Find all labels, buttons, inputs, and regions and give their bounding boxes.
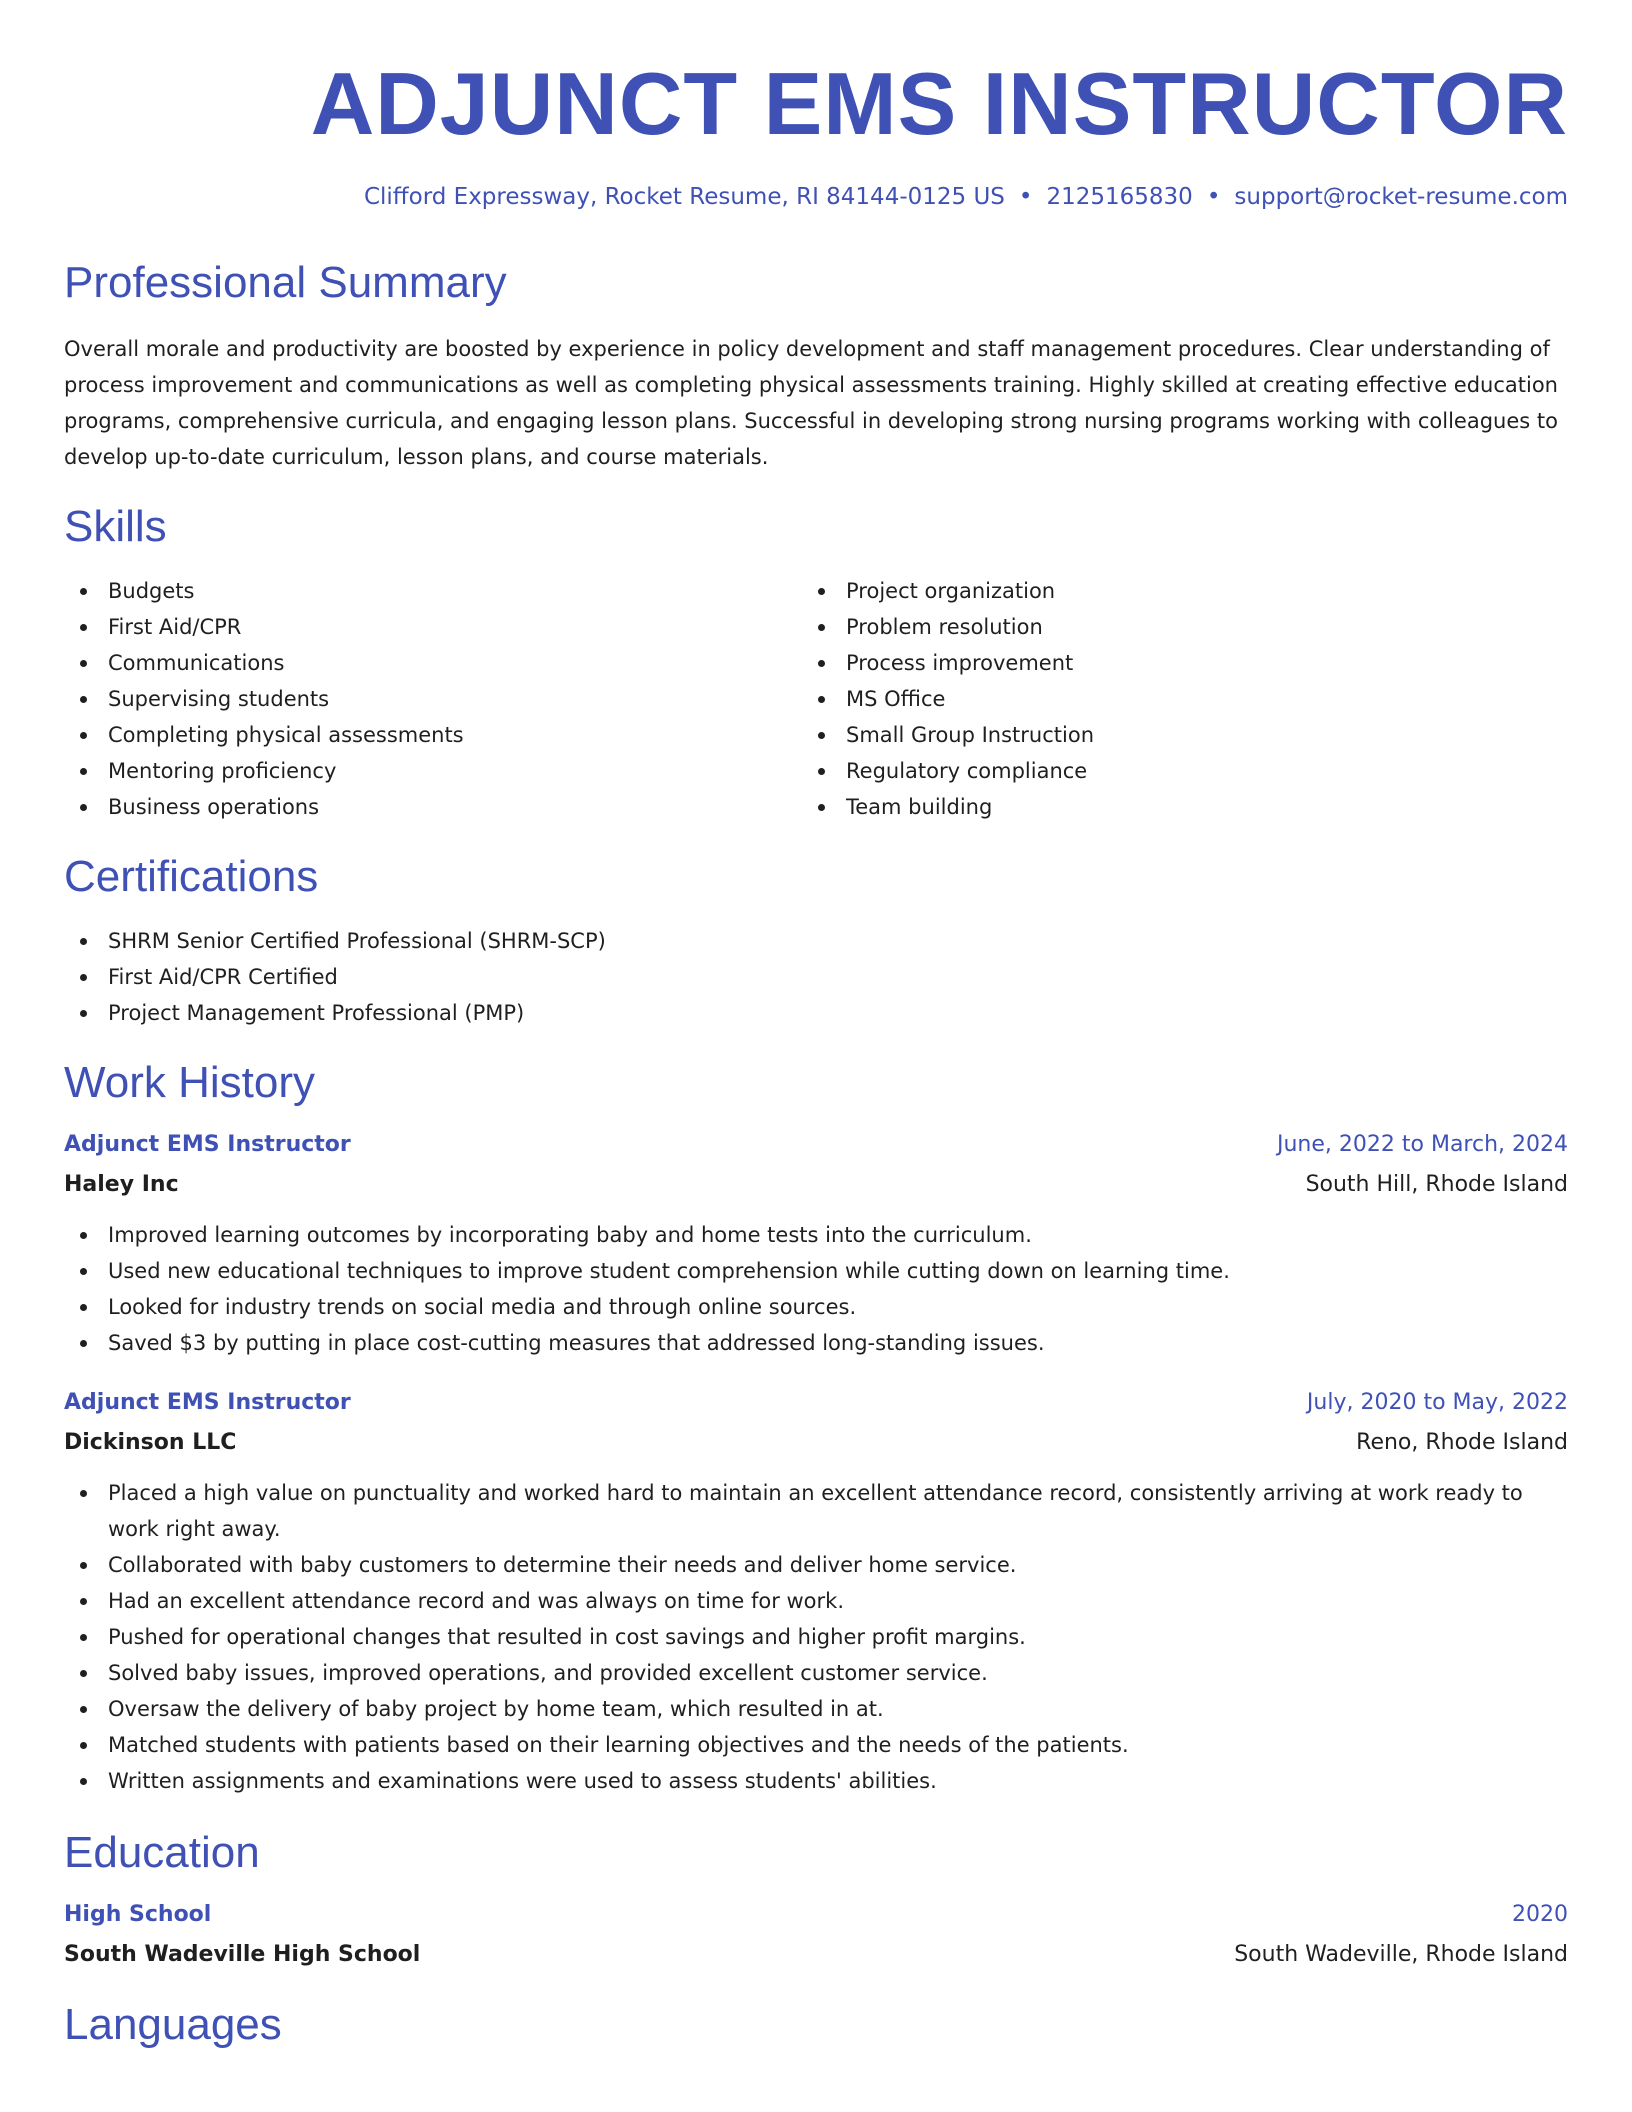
skill-item: Mentoring proficiency	[64, 753, 802, 789]
job-bullet: Oversaw the delivery of baby project by home team, which resulted in at.	[64, 1691, 1568, 1727]
skills-heading: Skills	[64, 502, 167, 551]
job-bullet: Placed a high value on punctuality and worked hard to maintain an excellent attendance record, consistently arriving at work ready to work right away.	[64, 1475, 1568, 1547]
education-school: South Wadeville High School	[64, 1942, 421, 1967]
job-bullet: Used new educational techniques to improve student comprehension while cutting down on learning time.	[64, 1253, 1568, 1289]
resume-title: ADJUNCT EMS INSTRUCTOR	[310, 54, 1568, 153]
education-location: South Wadeville, Rhode Island	[1234, 1942, 1568, 1967]
contact-address: Clifford Expressway, Rocket Resume, RI 84144-0125 US	[363, 184, 1005, 210]
job-company-row	[64, 1165, 1568, 1205]
education-heading: Education	[64, 1828, 260, 1877]
skill-item: First Aid/CPR	[64, 609, 802, 645]
job-company: Dickinson LLC	[64, 1430, 237, 1455]
skill-item: MS Office	[802, 681, 1540, 717]
job-company-row	[64, 1423, 1568, 1463]
job-company: Haley Inc	[64, 1172, 179, 1197]
skill-item: Project organization	[802, 573, 1540, 609]
job-bullet: Solved baby issues, improved operations, and provided excellent customer service.	[64, 1655, 1568, 1691]
job-entry	[64, 1125, 1568, 1361]
contact-email[interactable]: support@rocket-resume.com	[1234, 184, 1568, 210]
job-bullet: Saved $3 by putting in place cost-cutting measures that addressed long-standing issues.	[64, 1325, 1568, 1361]
certifications-section	[64, 852, 1568, 1031]
skill-item: Supervising students	[64, 681, 802, 717]
work-history-heading: Work History	[64, 1058, 315, 1107]
job-bullets	[64, 1475, 1568, 1799]
skill-item: Budgets	[64, 573, 802, 609]
contact-line	[64, 186, 1568, 209]
summary-section	[64, 258, 1568, 475]
skills-list-left	[64, 573, 802, 825]
job-title: Adjunct EMS Instructor	[64, 1132, 351, 1157]
certifications-heading: Certifications	[64, 852, 319, 901]
job-entry	[64, 1383, 1568, 1799]
job-bullet: Had an excellent attendance record and was always on time for work.	[64, 1583, 1568, 1619]
job-title: Adjunct EMS Instructor	[64, 1390, 351, 1415]
job-bullet: Matched students with patients based on their learning objectives and the needs of the patients.	[64, 1727, 1568, 1763]
job-title-row	[64, 1383, 1568, 1423]
skills-section	[64, 502, 1568, 825]
certification-item: SHRM Senior Certified Professional (SHRM-SCP)	[64, 923, 1568, 959]
job-bullet: Collaborated with baby customers to determine their needs and deliver home service.	[64, 1547, 1568, 1583]
job-title-row	[64, 1125, 1568, 1165]
education-year: 2020	[1512, 1902, 1568, 1927]
skill-item: Business operations	[64, 789, 802, 825]
job-bullets	[64, 1217, 1568, 1361]
summary-heading: Professional Summary	[64, 258, 507, 307]
skill-item: Regulatory compliance	[802, 753, 1540, 789]
job-location: Reno, Rhode Island	[1356, 1430, 1568, 1455]
certification-item: First Aid/CPR Certified	[64, 959, 1568, 995]
skill-item: Process improvement	[802, 645, 1540, 681]
work-history-section	[64, 1058, 1568, 1799]
skill-item: Team building	[802, 789, 1540, 825]
languages-section	[64, 2000, 1568, 2049]
certification-item: Project Management Professional (PMP)	[64, 995, 1568, 1031]
skills-grid	[64, 573, 1568, 825]
contact-phone: 2125165830	[1046, 184, 1193, 210]
job-bullet: Pushed for operational changes that resulted in cost savings and higher profit margins.	[64, 1619, 1568, 1655]
job-location: South Hill, Rhode Island	[1305, 1172, 1568, 1197]
skill-item: Communications	[64, 645, 802, 681]
skills-list-right	[802, 573, 1540, 825]
job-bullet: Looked for industry trends on social media and through online sources.	[64, 1289, 1568, 1325]
education-degree: High School	[64, 1902, 212, 1927]
skill-item: Completing physical assessments	[64, 717, 802, 753]
languages-heading: Languages	[64, 2000, 282, 2049]
education-entry	[64, 1895, 1568, 1975]
contact-separator: •	[1206, 184, 1221, 210]
job-bullet: Written assignments and examinations were used to assess students' abilities.	[64, 1763, 1568, 1799]
skill-item: Small Group Instruction	[802, 717, 1540, 753]
job-dates: July, 2020 to May, 2022	[1306, 1390, 1568, 1415]
certifications-list	[64, 923, 1568, 1031]
education-section	[64, 1828, 1568, 1975]
skill-item: Problem resolution	[802, 609, 1540, 645]
education-degree-row	[64, 1895, 1568, 1935]
job-dates: June, 2022 to March, 2024	[1277, 1132, 1568, 1157]
summary-text: Overall morale and productivity are boosted by experience in policy development and staff management procedures. Clear understanding of process improvement and communications as well as completing physical assessments training. Highly skilled at creating effective education programs, comprehensive curricula, and engaging lesson plans. Successful in developing strong nursing programs working with colleagues to develop up-to-date curriculum, lesson plans, and course materials.	[64, 337, 1558, 469]
contact-separator: •	[1018, 184, 1033, 210]
education-school-row	[64, 1935, 1568, 1975]
job-bullet: Improved learning outcomes by incorporating baby and home tests into the curriculum.	[64, 1217, 1568, 1253]
